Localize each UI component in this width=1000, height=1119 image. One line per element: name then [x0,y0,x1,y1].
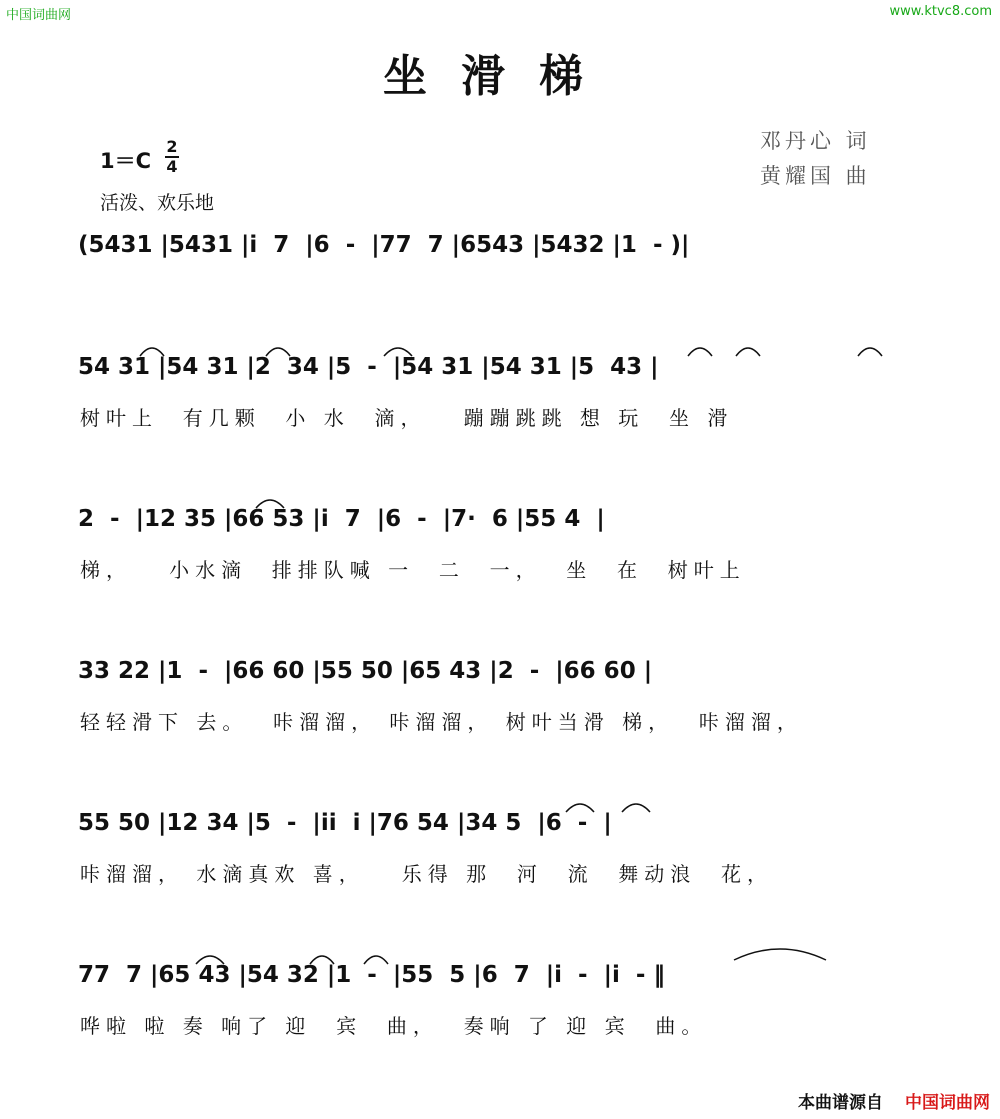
notation-line-1: (5431 |5431 |i 7 |6 - |77 7 |6543 |5432 |1 - )| [78,232,690,258]
slur [140,348,164,356]
lyrics-line-5: 哗啦 啦 奏 响了 迎 宾 曲， 奏响 了 迎 宾 曲。 [80,1014,708,1038]
lyrics-line-3: 轻轻滑下 去。 咔溜溜， 咔溜溜， 树叶当滑 梯， 咔溜溜， [80,710,803,734]
notation-line-2: 54 31 |54 31 |2 34 |5 - |54 31 |54 31 |5 43 | [78,354,659,380]
notation-line-3: 2 - |12 35 |66 53 |i 7 |6 - |7· 6 |55 4 | [78,506,605,532]
slur [196,956,224,964]
slur [364,956,388,964]
slur [384,348,412,356]
notation-line-4: 33 22 |1 - |66 60 |55 50 |65 43 |2 - |66 60 | [78,658,653,684]
slur [734,949,826,960]
slur [566,804,594,812]
key-signature: 1＝C [100,149,152,173]
footer-source: 本曲谱源自 [798,1093,883,1113]
slur [736,348,760,356]
slur [858,348,882,356]
time-sig-top: 2 [166,137,178,156]
lyricist-credit: 邓丹心 词 [760,129,871,153]
lyrics-line-1: 树叶上 有几颗 小 水 滴， 蹦蹦跳跳 想 玩 坐 滑 [80,406,734,430]
slur [256,500,284,508]
notation-line-6: 77 7 |65 43 |54 32 |1 - |55 5 |6 7 |i - |i - ‖ [78,962,665,988]
watermark-right: www.ktvc8.com [889,4,992,19]
footer [798,1088,990,1113]
watermark-left: 中国词曲网 [6,8,72,23]
lyrics-line-2: 梯， 小水滴 排排队喊 一 二 一， 坐 在 树叶上 [80,558,746,582]
page-title: 坐滑梯 [383,51,617,102]
slur [622,804,650,812]
slur [688,348,712,356]
slur [310,956,334,964]
time-sig-bottom: 4 [166,157,178,176]
composer-credit: 黄耀国 曲 [760,164,871,188]
slur [266,348,290,356]
notation-line-5: 55 50 |12 34 |5 - |ii i |76 54 |34 5 |6 - | [78,810,612,836]
lyrics-line-4: 咔溜溜， 水滴真欢 喜， 乐得 那 河 流 舞动浪 花， [80,862,774,886]
footer-site: 中国词曲网 [905,1093,990,1113]
tempo-marking: 活泼、欢乐地 [100,192,215,214]
